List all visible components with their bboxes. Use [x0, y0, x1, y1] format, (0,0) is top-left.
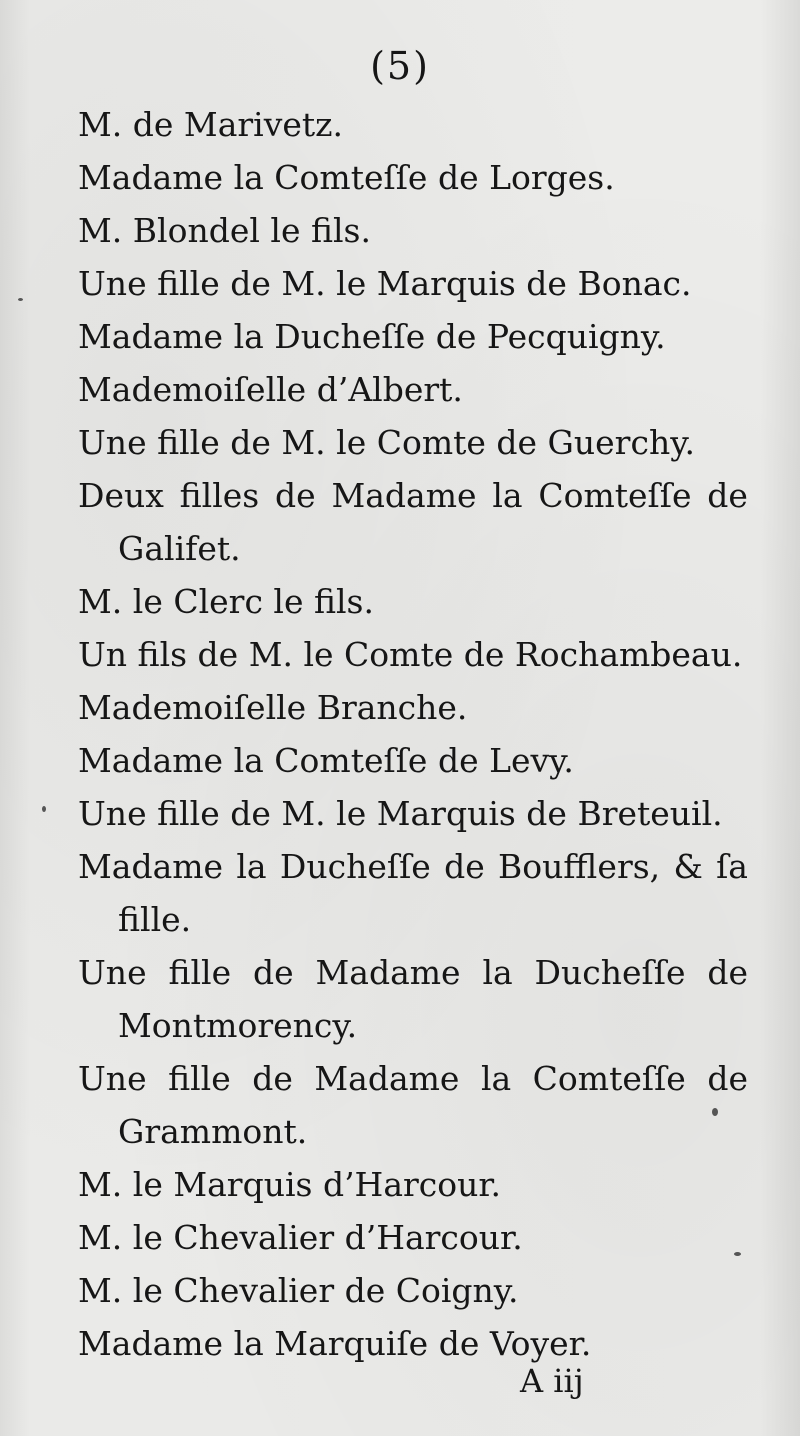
entry-text: Une fille de M. le Marquis de Bonac. [78, 264, 692, 303]
word: de [252, 953, 294, 992]
word: la [492, 476, 523, 515]
word: Une [78, 1059, 147, 1098]
word: Madame [314, 1059, 460, 1098]
list-item [78, 1264, 758, 1317]
entry-text: Mademoiſelle d’Albert. [78, 370, 463, 409]
signature-mark: A iij [520, 1362, 584, 1400]
word: de [707, 953, 748, 992]
entry-text: Madame la Comteſſe de Levy. [78, 741, 574, 780]
list-item [78, 1158, 758, 1211]
list-item [78, 787, 758, 840]
ink-speck [18, 298, 23, 301]
word: Boufflers, [498, 847, 661, 886]
list-item [78, 204, 758, 257]
name-list [78, 98, 758, 1370]
entry-text: M. le Chevalier d’Harcour. [78, 1218, 523, 1257]
entry-text: M. Blondel le fils. [78, 211, 371, 250]
ink-speck [42, 806, 46, 812]
entry-text: Un fils de M. le Comte de Rochambeau. [78, 635, 743, 674]
list-item [78, 1211, 758, 1264]
entry-text: Une fille de M. le Comte de Guerchy. [78, 423, 695, 462]
list-item [78, 151, 758, 204]
word: Madame [331, 476, 477, 515]
entry-continuation: Galifet. [118, 529, 241, 568]
list-item [78, 469, 758, 575]
entry-text: M. le Clerc le fils. [78, 582, 374, 621]
list-item [78, 734, 758, 787]
word: Une [78, 953, 147, 992]
word: Comteſſe [538, 476, 692, 515]
word: Deux [78, 476, 164, 515]
entry-text: Une fille de M. le Marquis de Breteuil. [78, 794, 723, 833]
word: de [275, 476, 316, 515]
word: fille [168, 1059, 231, 1098]
entry-continuation: fille. [118, 900, 192, 939]
word: de [252, 1059, 293, 1098]
entry-text: Madame la Comteſſe de Lorges. [78, 158, 615, 197]
word: filles [179, 476, 260, 515]
entry-text: M. de Marivetz. [78, 105, 344, 144]
word: de [707, 476, 748, 515]
list-item [78, 946, 758, 1052]
word: ſa [716, 847, 748, 886]
list-item [78, 1052, 758, 1158]
page-number: (5) [370, 44, 430, 88]
word: Comteſſe [532, 1059, 686, 1098]
list-item [78, 257, 758, 310]
word: la [236, 847, 267, 886]
word: Ducheſſe [534, 953, 686, 992]
entry-first-line [78, 840, 748, 893]
entry-first-line [78, 1052, 748, 1105]
list-item [78, 628, 758, 681]
word: & [673, 847, 703, 886]
word: de [444, 847, 485, 886]
entry-text: M. le Chevalier de Coigny. [78, 1271, 519, 1310]
entry-continuation: Grammont. [118, 1112, 308, 1151]
ink-speck [712, 1108, 718, 1116]
entry-first-line [78, 469, 748, 522]
entry-text: Mademoiſelle Branche. [78, 688, 468, 727]
entry-first-line [78, 946, 748, 999]
list-item [78, 840, 758, 946]
word: fille [168, 953, 232, 992]
entry-text: Madame la Ducheſſe de Pecquigny. [78, 317, 666, 356]
entry-text: Madame la Marquiſe de Voyer. [78, 1324, 592, 1363]
word: la [480, 1059, 512, 1098]
word: Ducheſſe [279, 847, 431, 886]
ink-speck [734, 1252, 741, 1256]
entry-text: M. le Marquis d’Harcour. [78, 1165, 502, 1204]
list-item [78, 416, 758, 469]
word: la [482, 953, 513, 992]
list-item [78, 575, 758, 628]
list-item [78, 98, 758, 151]
word: de [707, 1059, 748, 1098]
word: Madame [315, 953, 461, 992]
list-item [78, 681, 758, 734]
list-item [78, 1317, 758, 1370]
entry-continuation: Montmorency. [118, 1006, 358, 1045]
list-item [78, 310, 758, 363]
list-item [78, 363, 758, 416]
word: Madame [78, 847, 224, 886]
